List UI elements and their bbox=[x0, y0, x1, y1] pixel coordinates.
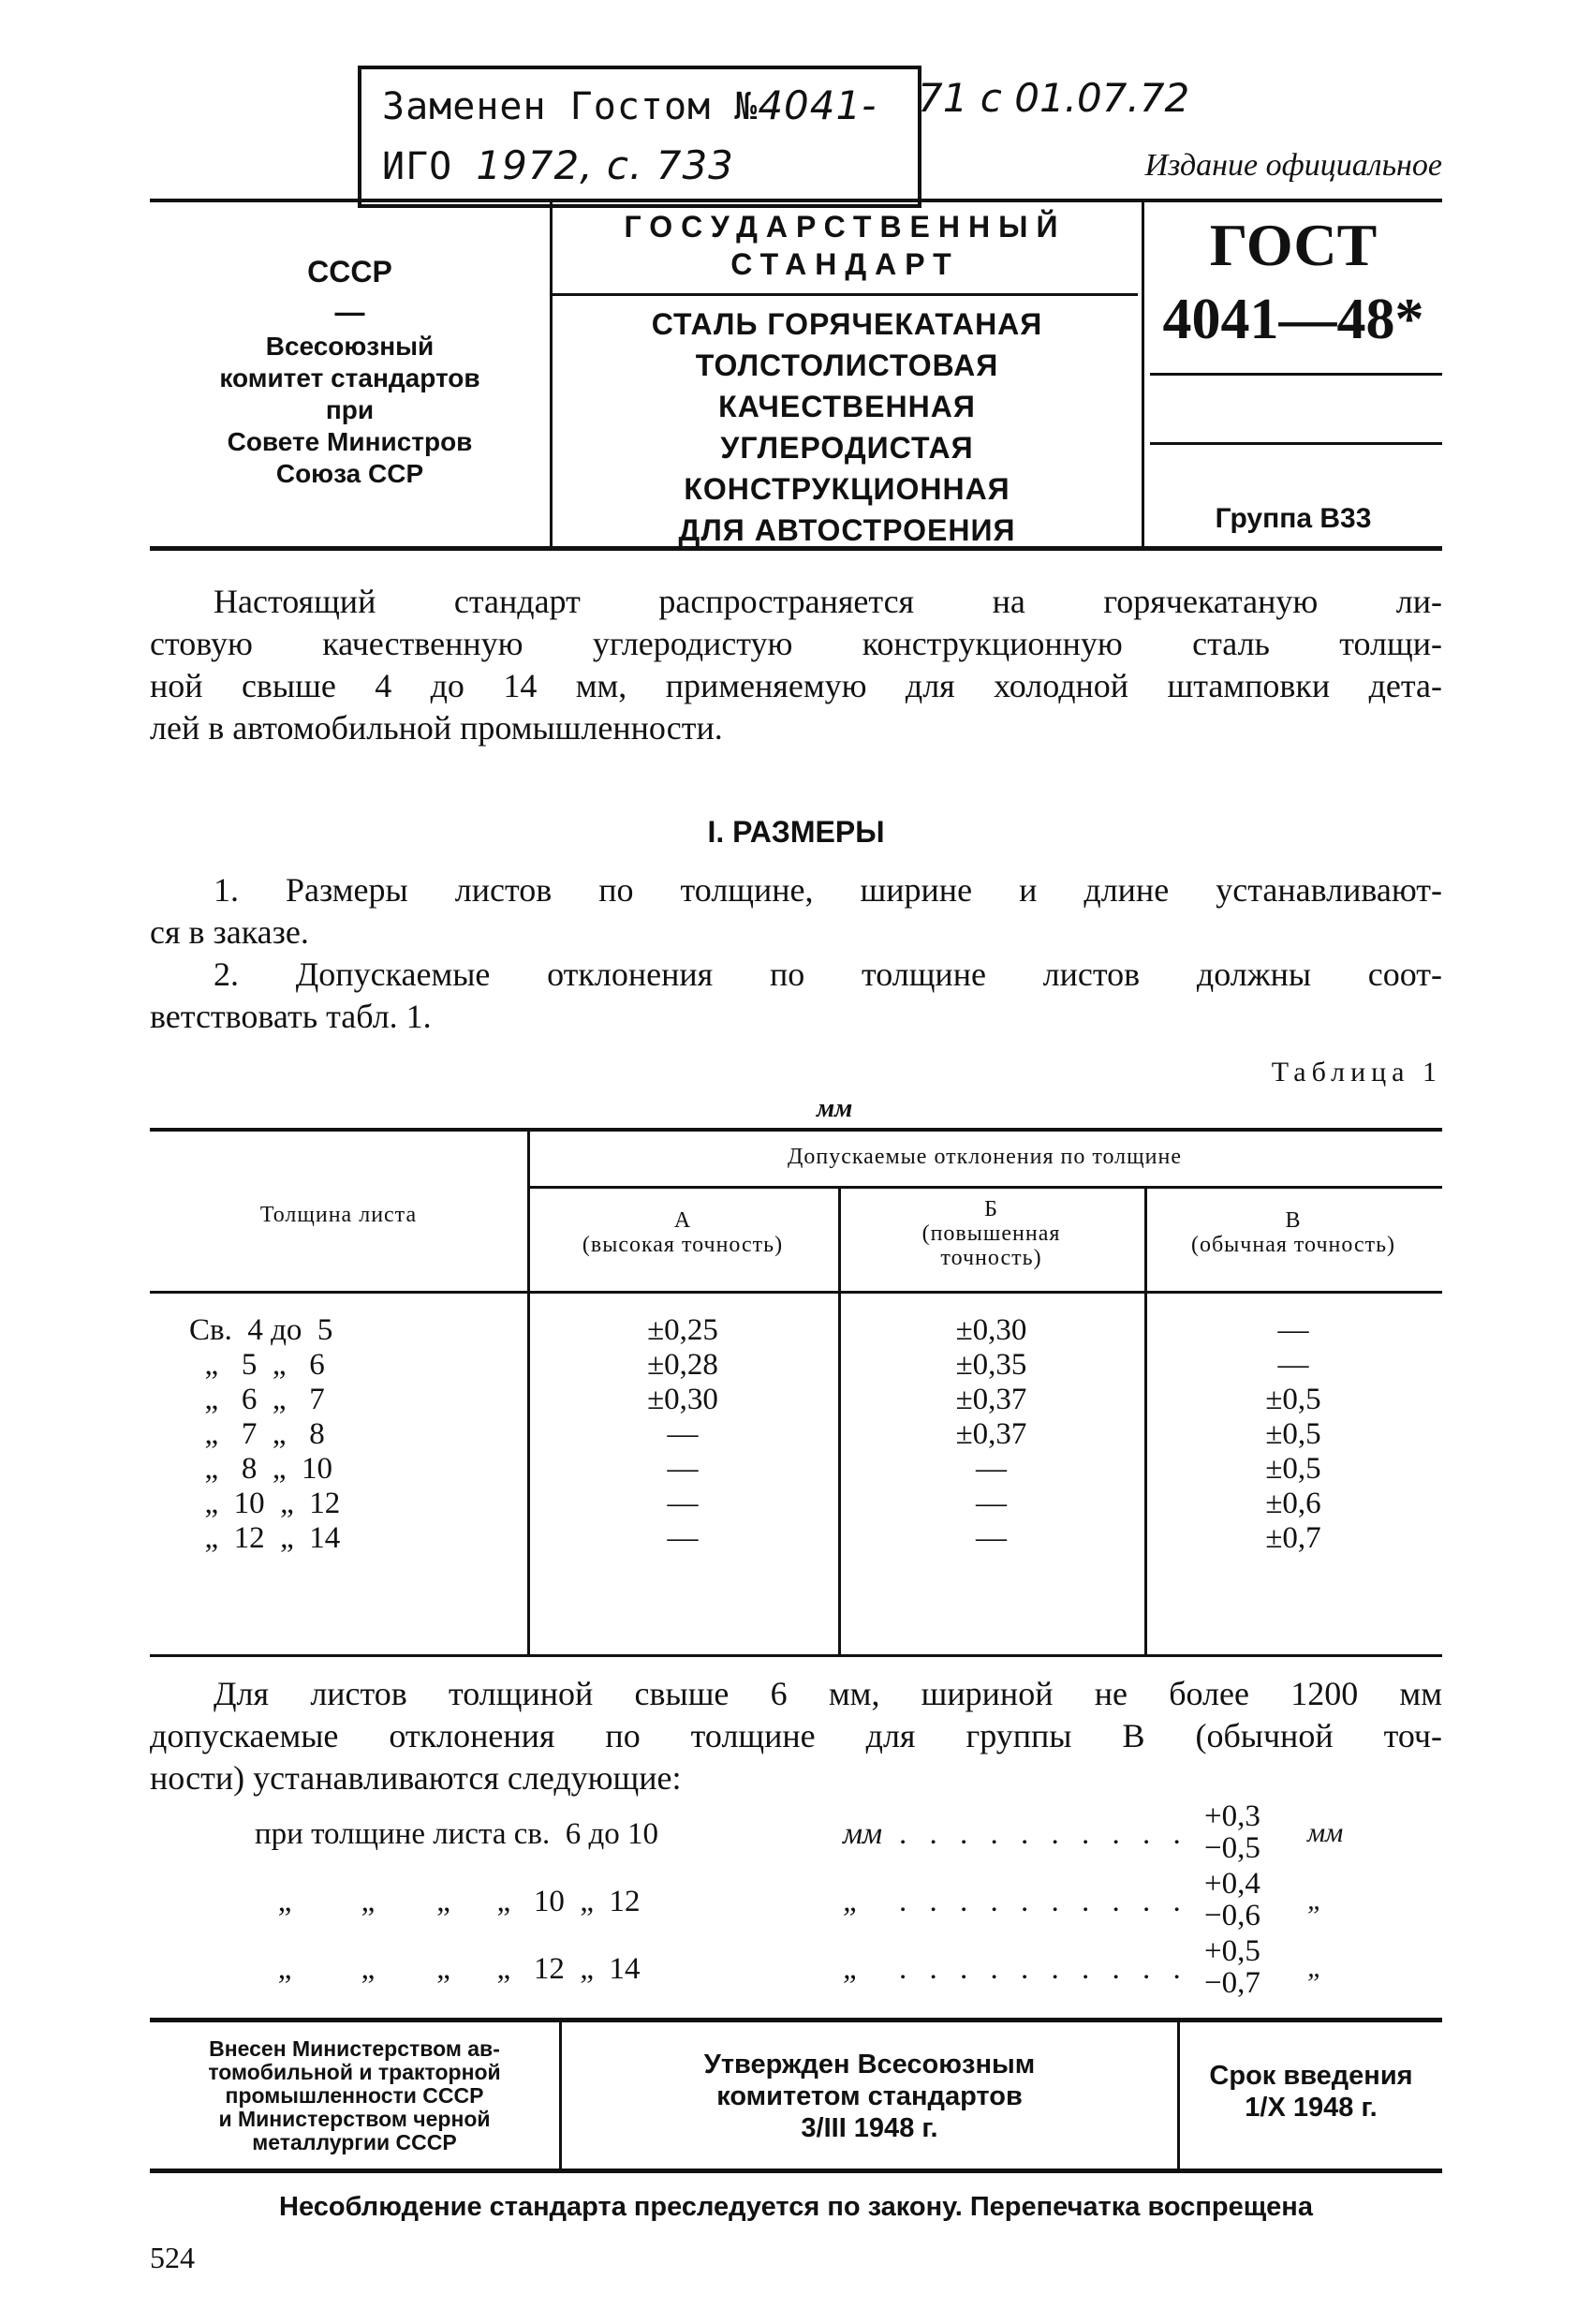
standard-type: ГОСУДАРСТВЕННЫЙ СТАНДАРТ bbox=[553, 202, 1138, 296]
standard-header bbox=[150, 199, 1442, 551]
designation-divider bbox=[1150, 373, 1442, 376]
table-caption: Таблица 1 bbox=[1271, 1057, 1442, 1088]
table-cell: — bbox=[667, 1521, 699, 1555]
tolerance-row bbox=[150, 1800, 1442, 1870]
tolerance-plus: +0,3 bbox=[1204, 1799, 1260, 1833]
table-cell: „ 8 „ 10 bbox=[189, 1452, 333, 1486]
tolerance-value bbox=[1204, 1800, 1260, 1864]
table-cell: ±0,25 bbox=[647, 1313, 718, 1347]
tolerance-label: при толщине листа св. 6 до 10 bbox=[255, 1817, 658, 1851]
paragraph-line: допускаемые отклонения по толщине для группы В (обычной точ- bbox=[150, 1717, 1442, 1754]
tolerance-unit: „ bbox=[1307, 1885, 1323, 1916]
table-cell: ±0,37 bbox=[955, 1417, 1027, 1451]
leader-dots: . . . . . . . . . . bbox=[899, 1885, 1188, 1918]
tolerance-inline-unit: „ bbox=[843, 1885, 861, 1918]
table-cell: ±0,28 bbox=[647, 1348, 718, 1382]
table-cell: ±0,30 bbox=[647, 1383, 718, 1416]
header-deviation-group: Допускаемые отклонения по толщине bbox=[788, 1145, 1182, 1169]
paragraph-line: ной свыше 4 до 14 мм, применяемую для холодной штамповки дета- bbox=[150, 667, 1442, 704]
header-class-a: А (высокая точность) bbox=[582, 1208, 784, 1257]
table-cell: ±0,6 bbox=[1265, 1487, 1321, 1520]
stamp-line-1 bbox=[382, 82, 877, 128]
scope-paragraph bbox=[150, 581, 1442, 749]
gost-number: 4041—48* bbox=[1162, 288, 1424, 351]
table-cell: ±0,30 bbox=[955, 1313, 1027, 1347]
table-cell: — bbox=[667, 1487, 699, 1520]
leader-dots: . . . . . . . . . . bbox=[899, 1817, 1188, 1851]
tolerance-plus: +0,5 bbox=[1204, 1934, 1260, 1968]
table-cell: ±0,5 bbox=[1265, 1417, 1321, 1451]
designation-column bbox=[1144, 202, 1442, 546]
header-class-c: В (обычная точность) bbox=[1190, 1208, 1396, 1257]
header-thickness: Толщина листа bbox=[259, 1203, 418, 1227]
tolerance-inline-unit: мм bbox=[843, 1817, 883, 1851]
table-cell: ±0,35 bbox=[955, 1348, 1027, 1382]
table-cell: ±0,37 bbox=[955, 1383, 1027, 1416]
stamp-line-1-handwritten: 4041- bbox=[758, 82, 877, 128]
table-cell: ±0,7 bbox=[1265, 1521, 1321, 1555]
page-number: 524 bbox=[150, 2241, 195, 2274]
edition-label: Издание официальное bbox=[1144, 148, 1442, 183]
paragraph-line: ветствовать табл. 1. bbox=[150, 998, 432, 1035]
table-cell: ±0,5 bbox=[1265, 1452, 1321, 1486]
submitted-by: Внесен Министерством ав- томобильной и тракторной промышленности СССР и Министерством черной металлургии СССР bbox=[150, 2022, 562, 2169]
stamp-line-1-print: Заменен Гостом № bbox=[382, 85, 759, 128]
tolerance-inline-unit: „ bbox=[843, 1952, 861, 1986]
tolerance-plus: +0,4 bbox=[1204, 1867, 1260, 1901]
table-cell: — bbox=[1277, 1313, 1309, 1347]
table-cell: „ 5 „ 6 bbox=[189, 1348, 325, 1382]
paragraph-line: стовую качественную углеродистую конструкционную сталь толщи- bbox=[150, 625, 1442, 662]
paragraph-line: ности) устанавливаются следующие: bbox=[150, 1759, 682, 1797]
tolerance-row bbox=[150, 1935, 1442, 2005]
gost-label: ГОСТ bbox=[1209, 212, 1378, 278]
table-unit: мм bbox=[817, 1094, 853, 1123]
paragraph-line: лей в автомобильной промышленности. bbox=[150, 709, 723, 747]
table-cell: ±0,5 bbox=[1265, 1383, 1321, 1416]
table-cell: — bbox=[976, 1521, 1007, 1555]
replacement-stamp bbox=[358, 66, 921, 208]
table-cell: „ 12 „ 14 bbox=[189, 1521, 341, 1555]
clause-2 bbox=[150, 954, 1442, 1038]
table-cell: „ 7 „ 8 bbox=[189, 1417, 325, 1451]
clause-1 bbox=[150, 869, 1442, 954]
tolerance-minus: −0,5 bbox=[1204, 1831, 1260, 1865]
standard-title: СТАЛЬ ГОРЯЧЕКАТАНАЯ ТОЛСТОЛИСТОВАЯ КАЧЕСТВЕННАЯ УГЛЕРОДИСТАЯ КОНСТРУКЦИОННАЯ ДЛЯ АВТОСТРОЕНИЯ bbox=[651, 307, 1043, 547]
leader-dots: . . . . . . . . . . bbox=[899, 1952, 1188, 1986]
paragraph-line: Для листов толщиной свыше 6 мм, шириной не более 1200 мм bbox=[214, 1675, 1442, 1712]
paragraph-line: 2. Допускаемые отклонения по толщине листов должны соот- bbox=[214, 955, 1442, 993]
stamp-handwritten-date: 71 с 01.07.72 bbox=[918, 75, 1190, 121]
stamp-line-2-handwritten: 1972, с. 733 bbox=[476, 142, 734, 188]
legal-notice: Несоблюдение стандарта преследуется по закону. Перепечатка воспрещена bbox=[279, 2192, 1313, 2222]
table-divider bbox=[150, 1291, 1442, 1294]
table-cell: — bbox=[976, 1452, 1007, 1486]
tolerance-unit: мм bbox=[1307, 1817, 1344, 1848]
designation-divider bbox=[1150, 442, 1442, 445]
approval-footer bbox=[150, 2018, 1442, 2173]
tolerance-value bbox=[1204, 1935, 1260, 1999]
header-class-b: Б (повышенная точность) bbox=[921, 1197, 1061, 1270]
issuer-column bbox=[150, 202, 553, 546]
table-cell: — bbox=[667, 1417, 699, 1451]
stamp-line-2 bbox=[382, 142, 734, 188]
country-label: СССР bbox=[307, 255, 392, 289]
table-cell: — bbox=[667, 1452, 699, 1486]
paragraph-line: ся в заказе. bbox=[150, 913, 309, 951]
approved-by: Утвержден Всесоюзным комитетом стандартов 3/III 1948 г. bbox=[562, 2022, 1180, 2169]
paragraph-line: 1. Размеры листов по толщине, ширине и длине устанавливают- bbox=[214, 871, 1442, 909]
thickness-tolerance-table bbox=[150, 1128, 1442, 1657]
table-divider bbox=[527, 1186, 1442, 1189]
tolerance-label: „ „ „ „ 12 „ 14 bbox=[255, 1952, 641, 1986]
title-column bbox=[553, 202, 1144, 546]
table-cell: „ 6 „ 7 bbox=[189, 1383, 325, 1416]
paragraph-line: Настоящий стандарт распространяется на горячекатаную ли- bbox=[214, 583, 1442, 620]
issuer-organization: Всесоюзный комитет стандартов при Совете Министров Союза ССР bbox=[219, 332, 480, 488]
group-label: Группа В33 bbox=[1215, 503, 1372, 534]
group-v-paragraph bbox=[150, 1673, 1442, 1799]
section-heading: I. РАЗМЕРЫ bbox=[707, 815, 885, 849]
tolerance-label: „ „ „ „ 10 „ 12 bbox=[255, 1885, 641, 1918]
tolerance-value bbox=[1204, 1868, 1260, 1932]
stamp-line-2-print: ИГО bbox=[382, 145, 453, 188]
tolerance-minus: −0,6 bbox=[1204, 1899, 1260, 1932]
tolerance-minus: −0,7 bbox=[1204, 1966, 1260, 2000]
table-cell: „ 10 „ 12 bbox=[189, 1487, 341, 1520]
table-cell: — bbox=[976, 1487, 1007, 1520]
issuer-dash: — bbox=[334, 295, 365, 329]
tolerance-row bbox=[150, 1868, 1442, 1937]
table-cell: — bbox=[1277, 1348, 1309, 1382]
effective-date: Срок введения 1/Х 1948 г. bbox=[1209, 2061, 1413, 2123]
table-cell: Св. 4 до 5 bbox=[189, 1313, 333, 1347]
tolerance-unit: „ bbox=[1307, 1952, 1323, 1983]
